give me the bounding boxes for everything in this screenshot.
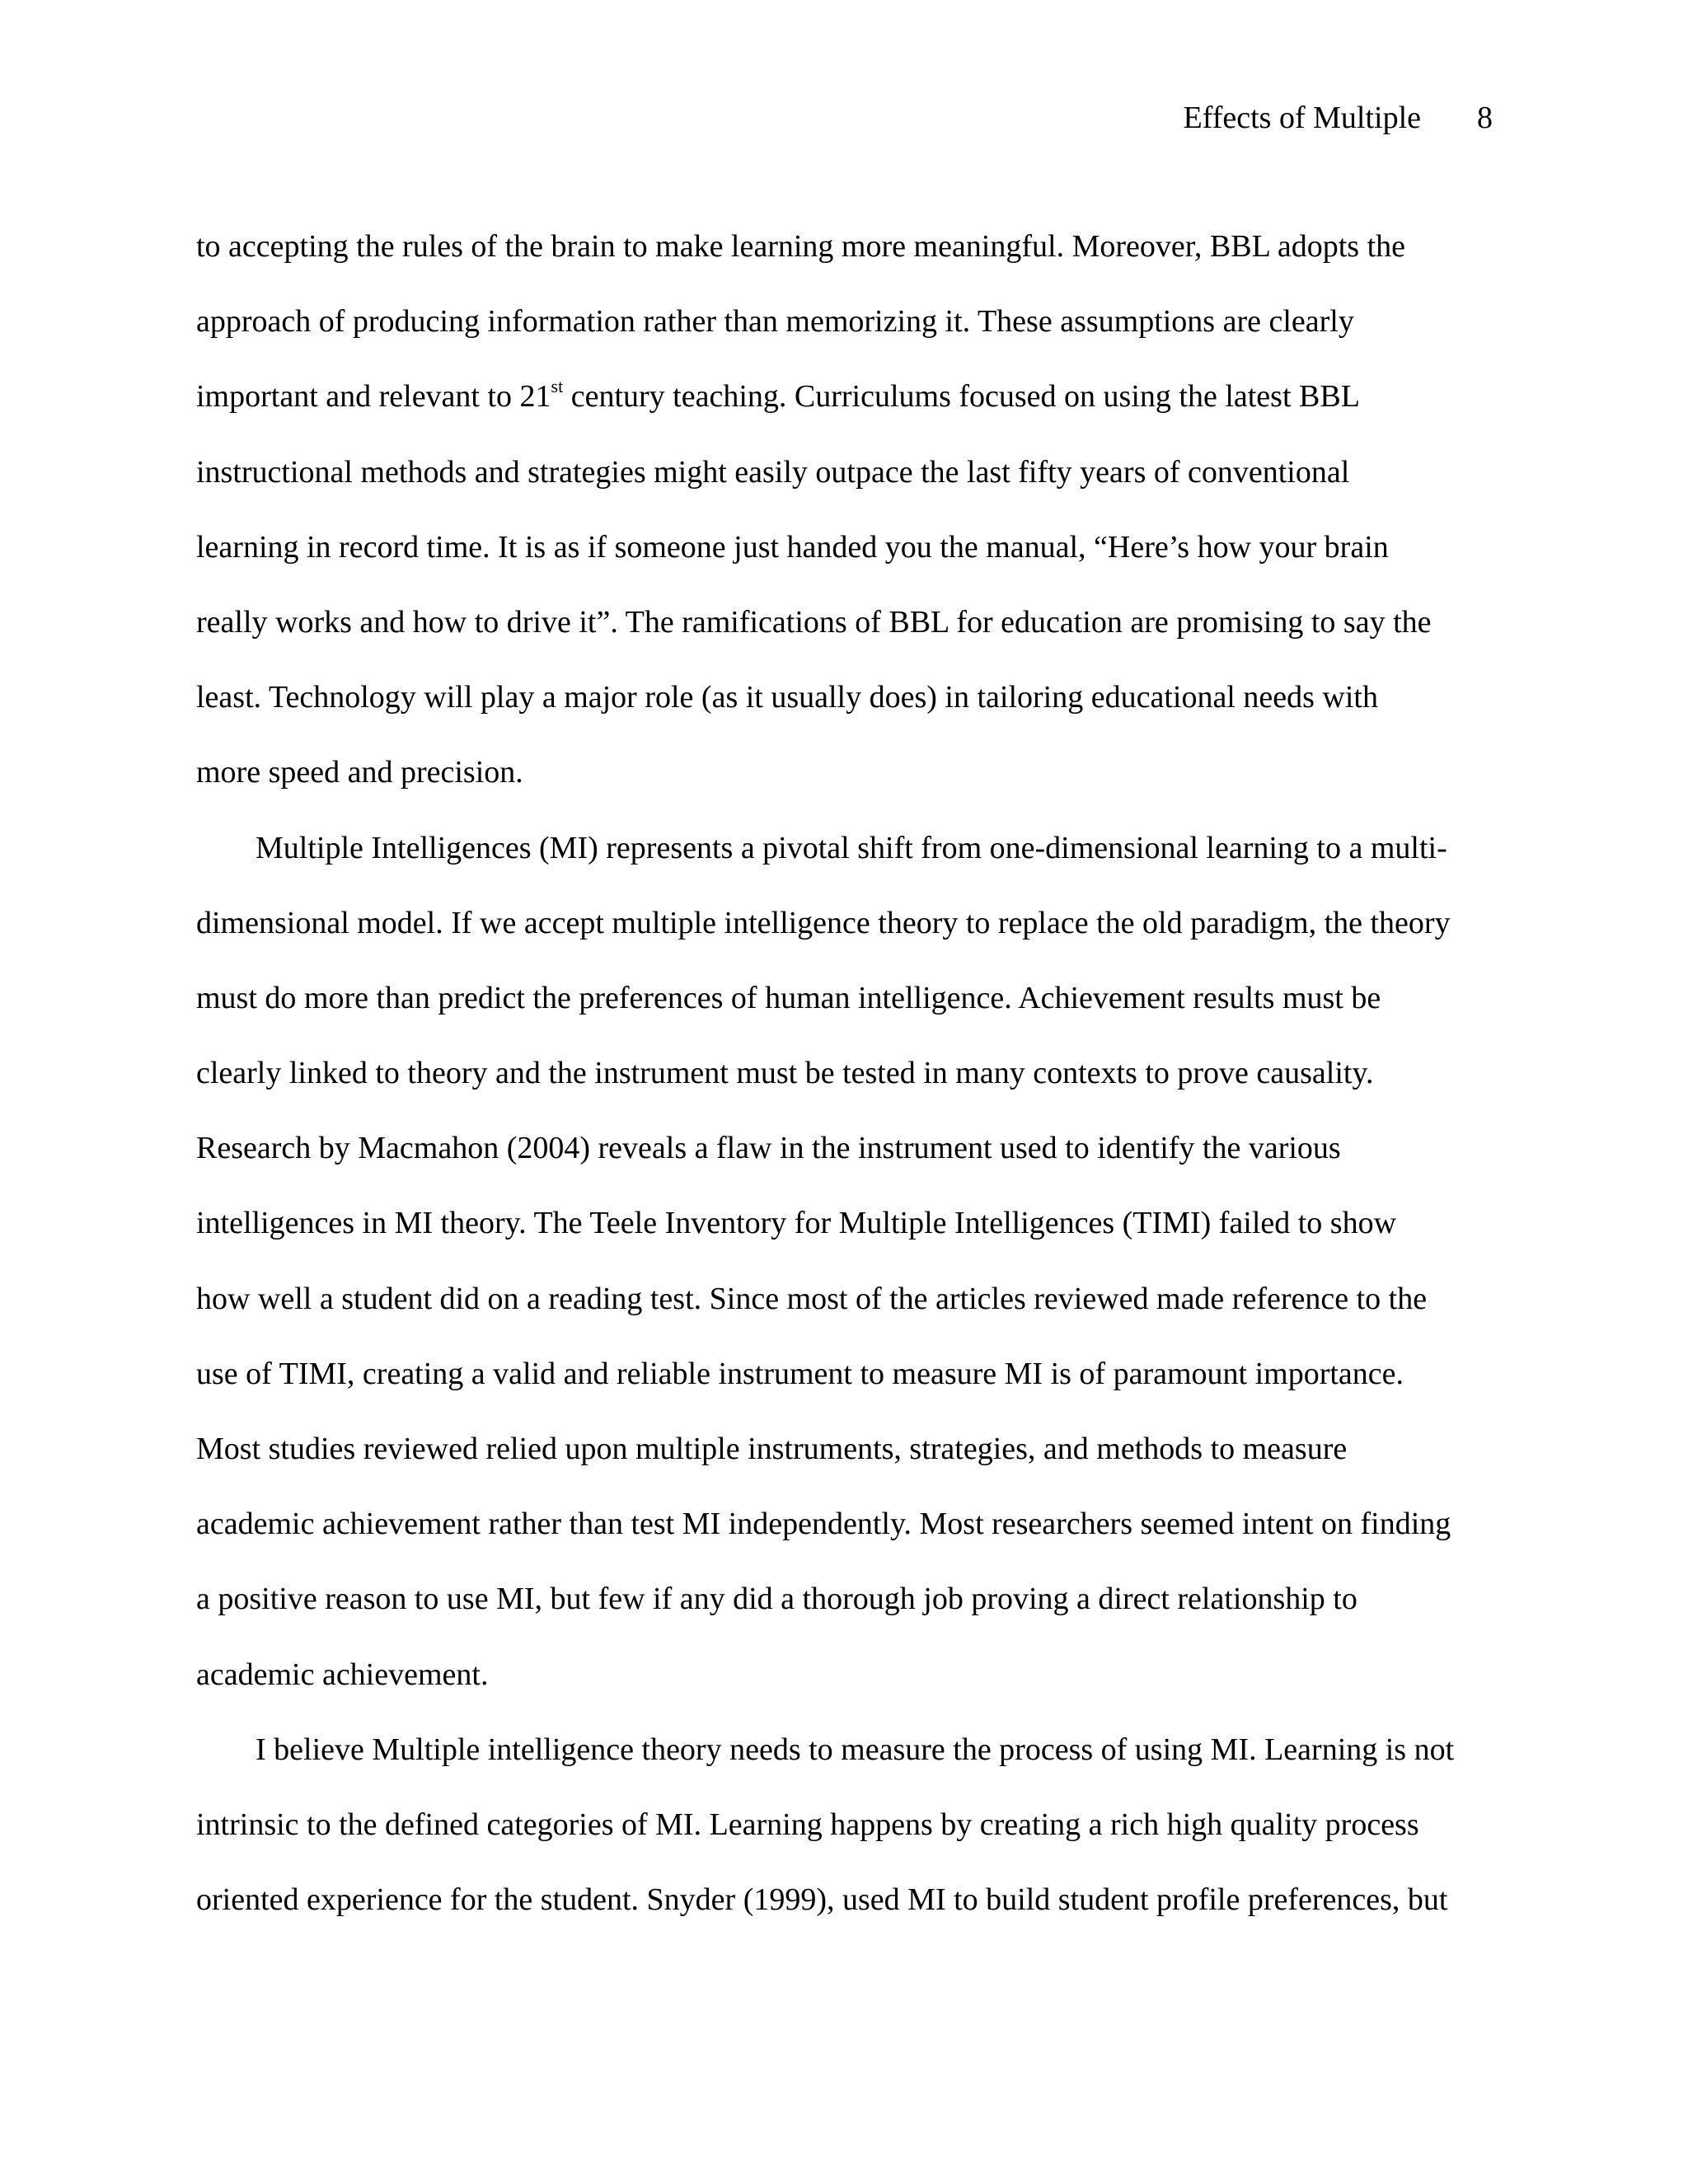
text-line: I believe Multiple intelligence theory needs to measure the process of using MI. Learning is not — [256, 1732, 1455, 1767]
text-run: century teaching. Curriculums focused on using the latest BBL — [563, 379, 1360, 415]
body-text — [196, 209, 1515, 1938]
text-line: dimensional model. If we accept multiple intelligence theory to replace the old paradigm, the theory — [196, 905, 1451, 940]
text-line: intrinsic to the defined categories of MI. Learning happens by creating a rich high quality process — [196, 1807, 1419, 1842]
running-head-title: Effects of Multiple — [1183, 101, 1421, 135]
text-line — [196, 359, 1515, 434]
text-line: instructional methods and strategies might easily outpace the last fifty years of conventional — [196, 454, 1350, 490]
text-line: a positive reason to use MI, but few if any did a thorough job proving a direct relationship to — [196, 1582, 1357, 1617]
ordinal-superscript: st — [551, 375, 564, 396]
text-line: oriented experience for the student. Snyder (1999), used MI to build student profile preferences, but — [196, 1882, 1448, 1918]
text-line: how well a student did on a reading test. Since most of the articles reviewed made reference to the — [196, 1281, 1428, 1316]
text-line: intelligences in MI theory. The Teele Inventory for Multiple Intelligences (TIMI) failed to show — [196, 1206, 1397, 1241]
text-line: Multiple Intelligences (MI) represents a pivotal shift from one-dimensional learning to a multi- — [256, 830, 1447, 865]
text-line: Most studies reviewed relied upon multiple instruments, strategies, and methods to measure — [196, 1432, 1348, 1466]
page-number: 8 — [1477, 101, 1493, 135]
running-head — [1184, 97, 1493, 138]
text-line: academic achievement rather than test MI independently. Most researchers seemed intent on finding — [196, 1507, 1451, 1542]
text-run: important and relevant to 21 — [196, 379, 551, 415]
text-line: really works and how to drive it”. The ramifications of BBL for education are promising to say the — [196, 604, 1432, 640]
text-line: use of TIMI, creating a valid and reliable instrument to measure MI is of paramount importance. — [196, 1356, 1404, 1391]
text-line: more speed and precision. — [196, 755, 523, 790]
text-line: least. Technology will play a major role (as it usually does) in tailoring educational needs with — [196, 680, 1378, 715]
text-line: Research by Macmahon (2004) reveals a flaw in the instrument used to identify the various — [196, 1131, 1341, 1166]
text-line: academic achievement. — [196, 1657, 489, 1692]
text-line: must do more than predict the preferences of human intelligence. Achievement results must be — [196, 980, 1381, 1015]
text-line: approach of producing information rather than memorizing it. These assumptions are clearly — [196, 304, 1354, 340]
text-line: to accepting the rules of the brain to make learning more meaningful. Moreover, BBL adopts the — [196, 229, 1406, 264]
text-line: clearly linked to theory and the instrument must be tested in many contexts to prove causality. — [196, 1056, 1374, 1091]
text-line: learning in record time. It is as if someone just handed you the manual, “Here’s how your brain — [196, 529, 1389, 565]
